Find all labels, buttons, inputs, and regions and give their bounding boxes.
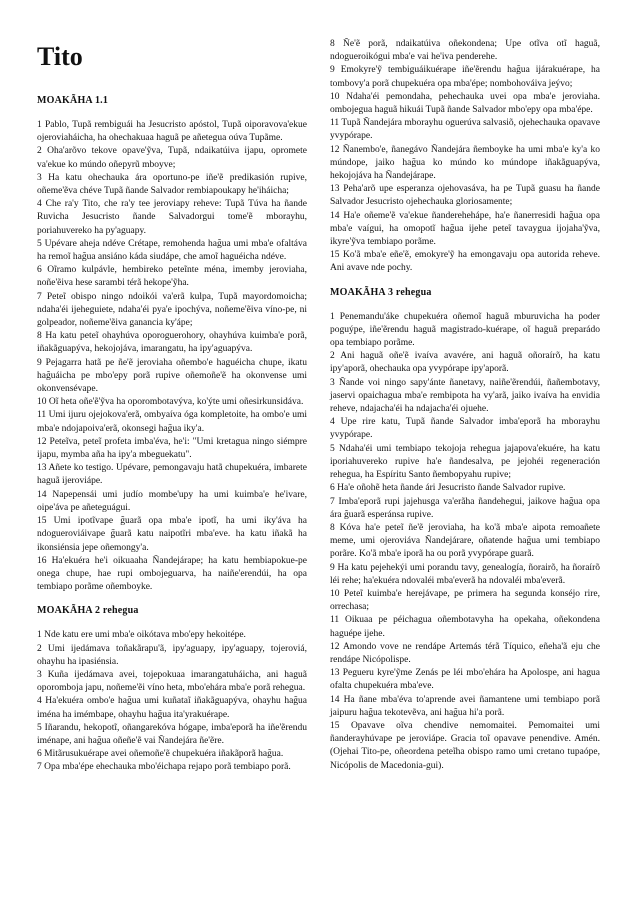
verse: 12 Ñanembo'e, ñanegávo Ñandejára ñemboyke ha umi mba'e ky'a ko múndope, jaiko hag̃ua ko múndo ko múndope iñakãguapýva, hekojojáva ha Ñandejárape.	[330, 144, 600, 182]
verse: 2 Oha'arõvo tekove opave'ỹva, Tupã, ndaikatúiva ijapu, opromete va'ekue ko múndo oñepyrũ mboyve;	[37, 146, 307, 170]
verse: 13 Peha'arõ upe esperanza ojehovasáva, ha pe Tupã guasu ha ñande Salvador Jesucristo ojehechauka gloriosamente;	[330, 184, 600, 208]
verse: 14 Napepensái umi judío mombe'upy ha umi kuimba'e he'ivare, oipe'áva pe añeteguágui.	[37, 489, 307, 513]
left-column	[37, 38, 307, 781]
right-column	[330, 38, 600, 779]
verse: 3 Ñande voi ningo sapy'ánte ñanetavy, naiñe'ẽrendúi, ñañembotavy, jaservi opaichagua mba'e rembipota ha vy'arã, jaiko ivaíva ha envidia reheve, ndajacha'éi ha ndajacha'éi ojuehe.	[330, 377, 600, 415]
verse: 15 Ko'ã mba'e eñe'ẽ, emokyre'ỹ ha emongavaju opa autorida reheve. Ani avave nde pochy.	[330, 250, 600, 274]
verse: 10 Ndaha'éi pemondaha, pehechauka uvei opa mba'e jeroviaha. ombojegua haguã hikuái Tupã ñande Salvador mbo'epy opa mba'épe.	[330, 91, 600, 116]
verse: 13 Añete ko testigo. Upévare, pemongavaju hatã chupekuéra, imbarete haguã ijeroviápe.	[37, 463, 307, 487]
verse: 14 Ha ñane mba'éva to'aprende avei ñamantene umi tembiapo porã jaipuru hag̃ua tekotevẽva, ani hag̃ua hi'a porã.	[330, 694, 600, 718]
verse-list	[37, 629, 307, 774]
verse: 1 Penemandu'áke chupekuéra oñemoĩ haguã mburuvicha ha poder poguýpe, iñe'ẽrendu haguã magistrado-kuérape, oĩ haguã preparádo opa tembiapo porãme.	[330, 311, 600, 349]
verse: 13 Pegueru kyre'ỹme Zenás pe léi mbo'ehára ha Apolospe, ani hagua ofalta chupekuéra mba'eve.	[330, 668, 600, 692]
verse-list	[37, 119, 307, 594]
chapter-heading: MOAKÃHA 1.1	[37, 95, 109, 106]
verse: 10 Peteĩ kuimba'e herejávape, pe primera ha segunda konséjo rire, orrechasa;	[330, 588, 600, 613]
verse: 8 Kóva ha'e peteĩ ñe'ẽ jeroviaha, ha ko'ã mba'e aipota remoañete meme, umi ojeroviáva Ñandejárare, oñatende hag̃ua umi tembiapo porãre. Ko'ã mba'e iporã ha ou porã yvypórape guarã.	[330, 522, 600, 560]
verse: 14 Ha'e oñeme'ẽ va'ekue ñanderehehápe, ha'e ñanerresidi hag̃ua opa mba'e vaígui, ha omopotĩ hag̃ua ijehe peteĩ tavayguа ijojaha'ỹva, ikyre'ỹva tembiapo porãme.	[330, 210, 600, 248]
verse: 6 Mitãrusukuérape avei oñemoñe'ẽ chupekuéra iñakãporã hag̃ua.	[37, 749, 284, 760]
chapter-heading: MOAKÃHA 2 rehegua	[37, 605, 139, 617]
verse: 4 Ha'ekuéra ombo'e hag̃ua umi kuñataĩ iñakãguapýva, ohayhu hag̃ua iména ha imémbape, ohayhu hag̃ua ita'yrakuérape.	[37, 696, 307, 720]
verse: 4 Che ra'y Tito, che ra'y tee jeroviapy reheve: Tupã Túva ha ñande Ruvicha Jesucristo ñande Salvadorgui tome'ẽ mborayhu, poriahuvereko ha py'aguapy.	[37, 199, 307, 236]
verse: 11 Oikuaa pe péichagua oñembotavyha ha opekaha, oñekondena haguépe ijehe.	[330, 615, 600, 639]
right-chapters	[330, 38, 600, 773]
verse: 5 Upévare aheja ndéve Crétape, remohenda hag̃ua umi mba'e ofaltáva ha remoĩ hag̃ua ansiáno káda siudápe, che amoĩ haguéicha ndéve.	[37, 238, 307, 263]
book-title: Tito	[37, 42, 83, 71]
verse: 3 Ha katu ohechauka ára oportuno-pe iñe'ẽ predikasión rupive, oñeme'ẽva chéve Tupã ñande Salvador rembiapoukapy he'iháicha;	[37, 172, 307, 197]
verse: 15 Opavave oĩva chendive nemomaitei. Pemomaitei umi ñanderayhúvape pe jeroviápe. Gracia toĩ opavave penendive. Amén. (Ojehai Tito-pe, oñeordena peteĩha obispo ramo umi cretano tupaópe, Nicópolis de Macedonia-gui).	[330, 720, 600, 771]
verse: 2 Umi ijedámava toñakãrapu'ã, ipy'aguapy, ipy'aguapy, tojeroviá, ohayhu ha ipasiénsia.	[37, 643, 307, 667]
verse: 9 Pejagarra hatã pe ñe'ẽ jeroviaha oñembo'e haguéicha chupe, ikatu hag̃uáicha pe mbo'epy porã rupive oñemoñe'ẽ ha okonvense umi okonvensévape.	[37, 357, 307, 395]
verse: 8 Ha katu peteĩ ohayhúva oporoguerohory, ohayhúva kuimba'e porã, iñakãguapýva, hekojojáva, imarangatu, ha ipy'aguapýva.	[37, 331, 307, 355]
verse: 8 Ñe'ẽ porã, ndaikatúiva oñekondena; Upe otĩva otĩ haguã, ndogueroikógui mba'e vai he'iva penderehe.	[330, 39, 600, 63]
verse: 7 Opa mba'épe ehechauka mbo'éichapa rejapo porã tembiapo porã.	[37, 762, 291, 773]
verse-list	[330, 311, 600, 773]
verse: 6 Ha'e oñohẽ heta ñande ári Jesucristo ñande Salvador rupive.	[330, 483, 566, 494]
verse: 11 Umi ijuru ojejokova'erã, ombyaíva óga kompletoite, ha ombo'e umi mba'e ndojapoiva'erã, okonsegi hag̃ua iky'a.	[37, 410, 307, 434]
verse: 2 Ani haguã oñe'ẽ ivaíva avavére, ani haguã oñoraírõ, ha katu ipy'aporã, ohechauka opa yvypórape ipy'aporã.	[330, 351, 600, 375]
verse: 7 Imba'eporã rupi jajehusga va'erãha ñandehegui, jaikove hag̃ua opa ára g̃uarã esperánsa rupive.	[330, 496, 600, 520]
verse: 11 Tupã Ñandejára mborayhu oguerúva salvasiõ, ojehechauka opavave yvypórape.	[330, 118, 600, 142]
verse: 5 Iñarandu, hekopotĩ, oñangarekóva hógape, imba'eporã ha iñe'ẽrendu iménape, ani hag̃ua oñeñe'ẽ vai Ñandejára ñe'ẽre.	[37, 722, 307, 746]
verse: 12 Peteĩva, peteĩ profeta imba'éva, he'i: "Umi kretagua ningo siémpre ijapu, mymba aña ha ipy'a mbeguekatu".	[37, 436, 307, 461]
verse-list	[330, 38, 600, 276]
verse: 7 Peteĩ obispo ningo ndoikói va'erã kulpa, Tupã mayordomoicha; ndaha'éi ijeheguiete, ndaha'éi pya'e ipochýva, noñeme'ẽiva víno-pe, ni golpeador, noñeme'ẽiva ganancia ky'ápe;	[37, 291, 307, 329]
verse: 15 Umi ipotĩvape g̃uarã opa mba'e ipotĩ, ha umi iky'áva ha ndogueroviáivape g̃uarã katu naipotĩri mba'eve. ha katu iñakã ha ikonsiénsia jepe oñemongy'a.	[37, 516, 307, 553]
verse: 16 Ha'ekuéra he'i oikuaaha Ñandejárape; ha katu hembiapokue-pe onega chupe, hae rupi ombojeguarva, ha naiñe'erendúi, ha opa tembiapo porãme oñemboyke.	[37, 555, 307, 593]
verse: 9 Ha katu pejehekýi umi porandu tavy, genealogía, ñorairõ, ha ñoraírõ léi rehe; ha'ekuéra ndovaléi mba'everã ha ndovaléi mba'everã.	[330, 562, 600, 586]
left-chapters	[37, 94, 307, 775]
verse: 4 Upe rire katu, Tupã ñande Salvador imba'eporã ha mborayhu yvypórape.	[330, 417, 600, 441]
chapter-heading: MOAKÃHA 3 rehegua	[330, 286, 432, 298]
verse: 12 Amondo vove ne rendápe Artemás térã Tíquico, eñeha'ã eju che rendápe Nicópolispe.	[330, 641, 600, 665]
verse: 9 Emokyre'ỹ tembiguáikuérape iñe'ẽrendu hag̃ua ijárakuérape, ha tombovy'a porã chupekuéra opa mba'épe; nombohováiva jeývo;	[330, 65, 600, 89]
verse: 10 Oĩ heta oñe'ẽ'ỹva ha oporombotavýva, ko'ýte umi oñesirkunsidáva.	[37, 397, 304, 408]
verse: 1 Pablo, Tupã rembiguái ha Jesucristo apóstol, Tupã oiporavova'ekue ojeroviaháicha, ha ohechakuaa haguã pe añetegua oúva Tupãme.	[37, 120, 307, 144]
verse: 1 Nde katu ere umi mba'e oikótava mbo'epy hekoitépe.	[37, 630, 246, 641]
verse: 6 Oĩramo kulpávle, hembireko peteĩnte ména, imemby jeroviaha, noñe'ẽiva hese sarambi térã hekope'ỹha.	[37, 265, 307, 289]
verse: 3 Kuña ijedámava avei, tojepokuaa imarangatuháicha, ani haguã oporomboja japu, noñeme'ẽi víno heta, mbo'ehára mba'e porã rehegua.	[37, 669, 307, 694]
verse: 5 Ndaha'éi umi tembiapo tekojoja rehegua jajapova'ekuére, ha katu iporiahuvereko rupive ha'e ñandesalva, pe jejohéi regeneración rehegua, ha Espíritu Santo ñembopyahu rupive;	[330, 443, 600, 481]
